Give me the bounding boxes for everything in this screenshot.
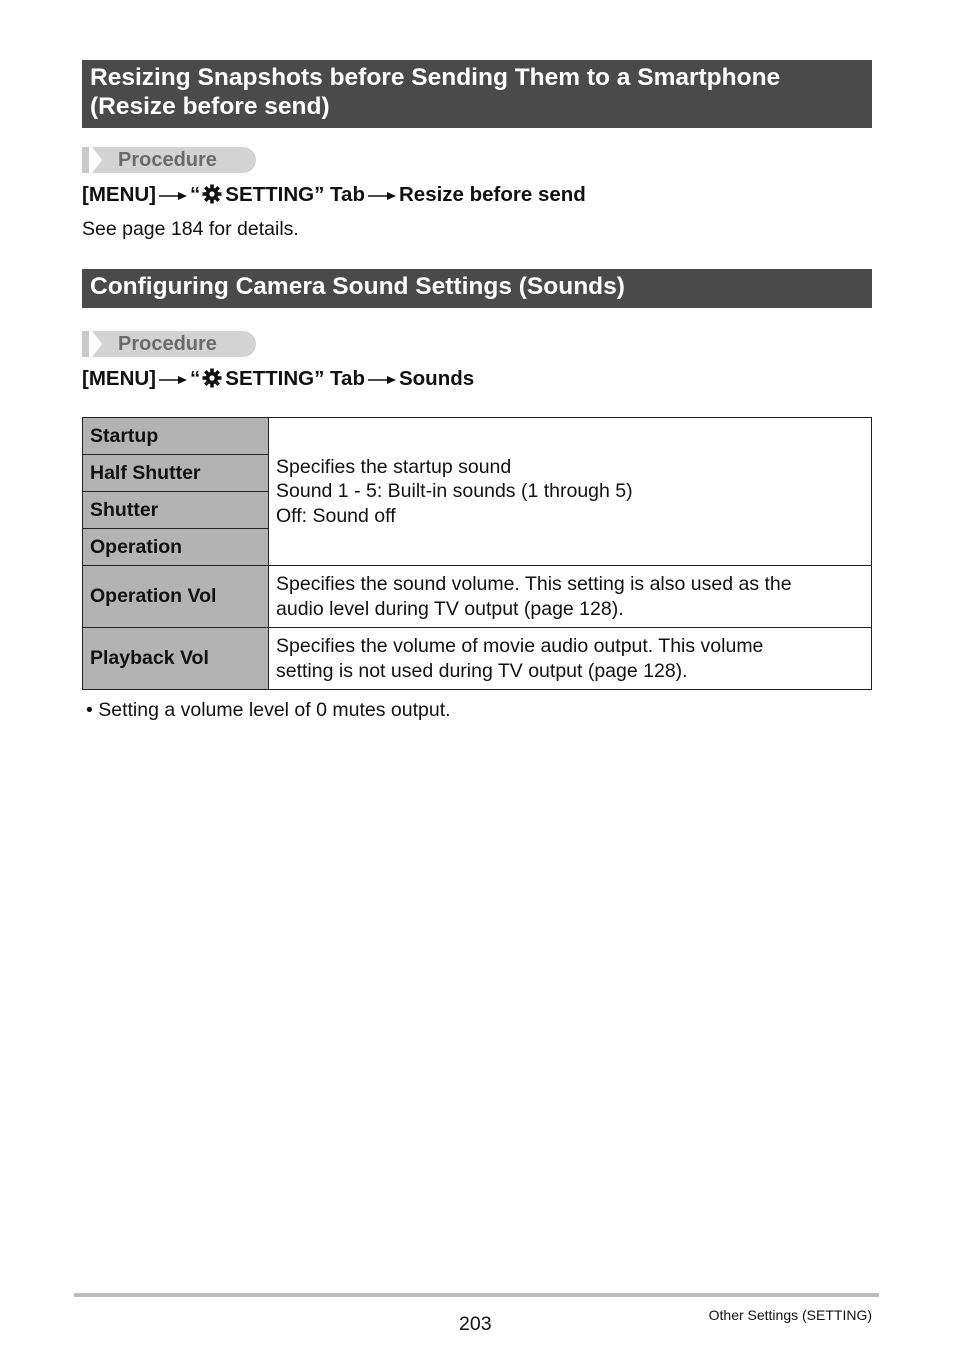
sound-settings-table <box>82 417 872 690</box>
quote-open: “ <box>190 183 201 206</box>
table-row <box>83 566 872 628</box>
procedure-label: Procedure <box>118 333 217 355</box>
section-title-sounds: Configuring Camera Sound Settings (Sounds) <box>82 269 872 308</box>
page-number: 203 <box>459 1313 492 1335</box>
setting-name: Operation <box>83 529 269 566</box>
desc-line: setting is not used during TV output (page 128). <box>276 659 688 682</box>
menu-item-label: Resize before send <box>398 183 586 206</box>
section-title-line2: (Resize before send) <box>90 93 330 120</box>
right-arrow-icon <box>156 367 190 391</box>
table-row <box>83 628 872 690</box>
setting-name: Half Shutter <box>83 455 269 492</box>
desc-line: audio level during TV output (page 128). <box>276 597 624 620</box>
footer-divider <box>74 1293 879 1297</box>
menu-key: [MENU] <box>82 183 157 206</box>
section-title-line1: Resizing Snapshots before Sending Them to a Smartphone <box>90 64 781 91</box>
menu-path-resize <box>82 183 586 207</box>
section-title-resize <box>82 60 872 128</box>
setting-description <box>269 628 872 690</box>
setting-tab-label: SETTING” Tab <box>225 367 365 390</box>
procedure-tag <box>82 331 256 357</box>
setting-name: Operation Vol <box>83 566 269 628</box>
see-page-text: See page 184 for details. <box>82 218 299 240</box>
menu-path-sounds <box>82 367 474 391</box>
setting-name: Startup <box>83 418 269 455</box>
quote-open: “ <box>190 367 201 390</box>
menu-key: [MENU] <box>82 367 157 390</box>
right-arrow-icon <box>365 367 399 391</box>
desc-line: Off: Sound off <box>276 504 396 527</box>
footer-section-name: Other Settings (SETTING) <box>708 1307 872 1323</box>
procedure-label: Procedure <box>118 149 217 171</box>
desc-line: Specifies the sound volume. This setting is also used as the <box>276 573 792 595</box>
setting-name: Shutter <box>83 492 269 529</box>
desc-line: Specifies the startup sound <box>276 455 512 478</box>
setting-description <box>269 566 872 628</box>
gear-icon <box>200 183 225 207</box>
setting-name: Playback Vol <box>83 628 269 690</box>
table-row <box>83 418 872 455</box>
setting-description <box>269 418 872 566</box>
setting-tab-label: SETTING” Tab <box>225 183 365 206</box>
gear-icon <box>200 367 225 391</box>
right-arrow-icon <box>365 183 399 207</box>
volume-note: • Setting a volume level of 0 mutes output. <box>86 699 451 721</box>
procedure-tag <box>82 147 256 173</box>
desc-line: Sound 1 - 5: Built-in sounds (1 through 5) <box>276 480 633 503</box>
menu-item-label: Sounds <box>398 367 475 390</box>
desc-line: Specifies the volume of movie audio output. This volume <box>276 635 764 657</box>
right-arrow-icon <box>156 183 190 207</box>
